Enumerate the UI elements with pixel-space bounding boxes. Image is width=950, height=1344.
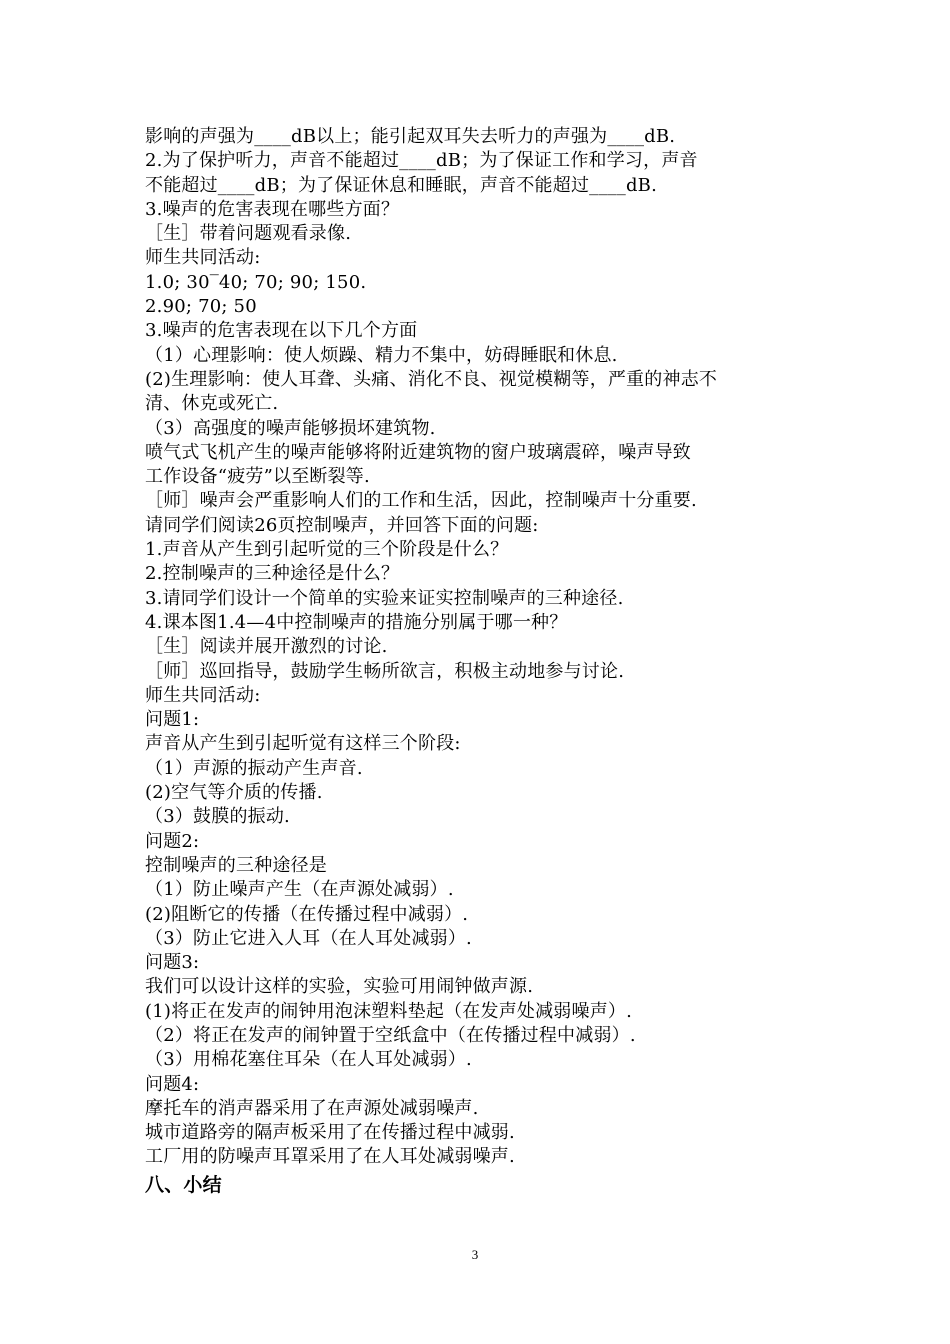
text-line: 师生共同活动: [145, 247, 261, 269]
text-line: 清、休克或死亡. [145, 393, 279, 415]
page-number: 3 [471, 1247, 479, 1262]
text-line: （2）将正在发声的闹钟置于空纸盒中（在传播过程中减弱）. [145, 1024, 636, 1046]
text-line: 问题1: [145, 709, 200, 731]
text-line: (1)将正在发声的闹钟用泡沫塑料垫起（在发声处减弱噪声）. [145, 1000, 633, 1022]
text-line: （3）用棉花塞住耳朵（在人耳处减弱）. [145, 1049, 472, 1071]
text-line: (2)阻断它的传播（在传播过程中减弱）. [145, 903, 469, 925]
text-line: 问题2: [145, 830, 200, 852]
text-line: 师生共同活动: [145, 684, 261, 706]
text-line: 问题3: [145, 952, 200, 974]
text-line: 喷气式飞机产生的噪声能够将附近建筑物的窗户玻璃震碎，噪声导致 [145, 441, 691, 463]
text-line: 工厂用的防噪声耳罩采用了在人耳处减弱噪声. [145, 1146, 515, 1168]
text-line: 2.控制噪声的三种途径是什么？ [145, 563, 400, 585]
text-line: 2.90; 70; 50 [145, 296, 257, 318]
text-line: 不能超过____dB；为了保证休息和睡眠，声音不能超过____dB. [145, 174, 658, 196]
text-line: 3.噪声的危害表现在哪些方面？ [145, 198, 400, 220]
text-line: 城市道路旁的隔声板采用了在传播过程中减弱. [145, 1122, 515, 1144]
text-line: 4.课本图1.4—4中控制噪声的措施分别属于哪一种？ [145, 611, 568, 633]
text-line: 3.噪声的危害表现在以下几个方面 [145, 320, 418, 342]
text-line: 1.0; 30‾40; 70; 90; 150. [145, 271, 367, 293]
text-line: ［生］带着问题观看录像. [145, 223, 352, 245]
text-line: 1.声音从产生到引起听觉的三个阶段是什么？ [145, 539, 509, 561]
text-line: 3.请同学们设计一个简单的实验来证实控制噪声的三种途径. [145, 587, 624, 609]
text-line: 工作设备“疲劳”以至断裂等. [145, 466, 370, 488]
document-body [145, 125, 815, 1198]
text-line: ［生］阅读并展开激烈的讨论. [145, 636, 388, 658]
text-line: (2)生理影响：使人耳聋、头痛、消化不良、视觉模糊等，严重的神志不 [145, 368, 718, 390]
text-line: 控制噪声的三种途径是 [145, 854, 327, 876]
text-line: 问题4: [145, 1073, 200, 1095]
text-line: (2)空气等介质的传播. [145, 782, 323, 804]
text-line: ［师］巡回指导，鼓励学生畅所欲言，积极主动地参与讨论. [145, 660, 625, 682]
text-line: 声音从产生到引起听觉有这样三个阶段: [145, 733, 461, 755]
text-line: 影响的声强为____dB以上；能引起双耳失去听力的声强为____dB. [145, 126, 676, 147]
text-line: 我们可以设计这样的实验，实验可用闹钟做声源. [145, 976, 534, 998]
text-line: 2.为了保护听力，声音不能超过____dB；为了保证工作和学习，声音 [145, 150, 698, 172]
text-line: （3）防止它进入人耳（在人耳处减弱）. [145, 927, 472, 949]
text-line: （1）声源的振动产生声音. [145, 757, 363, 779]
text-line: 请同学们阅读26页控制噪声，并回答下面的问题: [145, 514, 539, 536]
text-line: 摩托车的消声器采用了在声源处减弱噪声. [145, 1097, 479, 1119]
section-heading: 八、小结 [145, 1173, 222, 1196]
text-line: （1）心理影响：使人烦躁、精力不集中，妨碍睡眠和休息. [145, 344, 618, 366]
text-line: ［师］噪声会严重影响人们的工作和生活，因此，控制噪声十分重要. [145, 490, 697, 512]
text-line: （3）鼓膜的振动. [145, 806, 290, 828]
text-line: （3）高强度的噪声能够损坏建筑物. [145, 417, 436, 439]
text-line: （1）防止噪声产生（在声源处减弱）. [145, 879, 454, 901]
